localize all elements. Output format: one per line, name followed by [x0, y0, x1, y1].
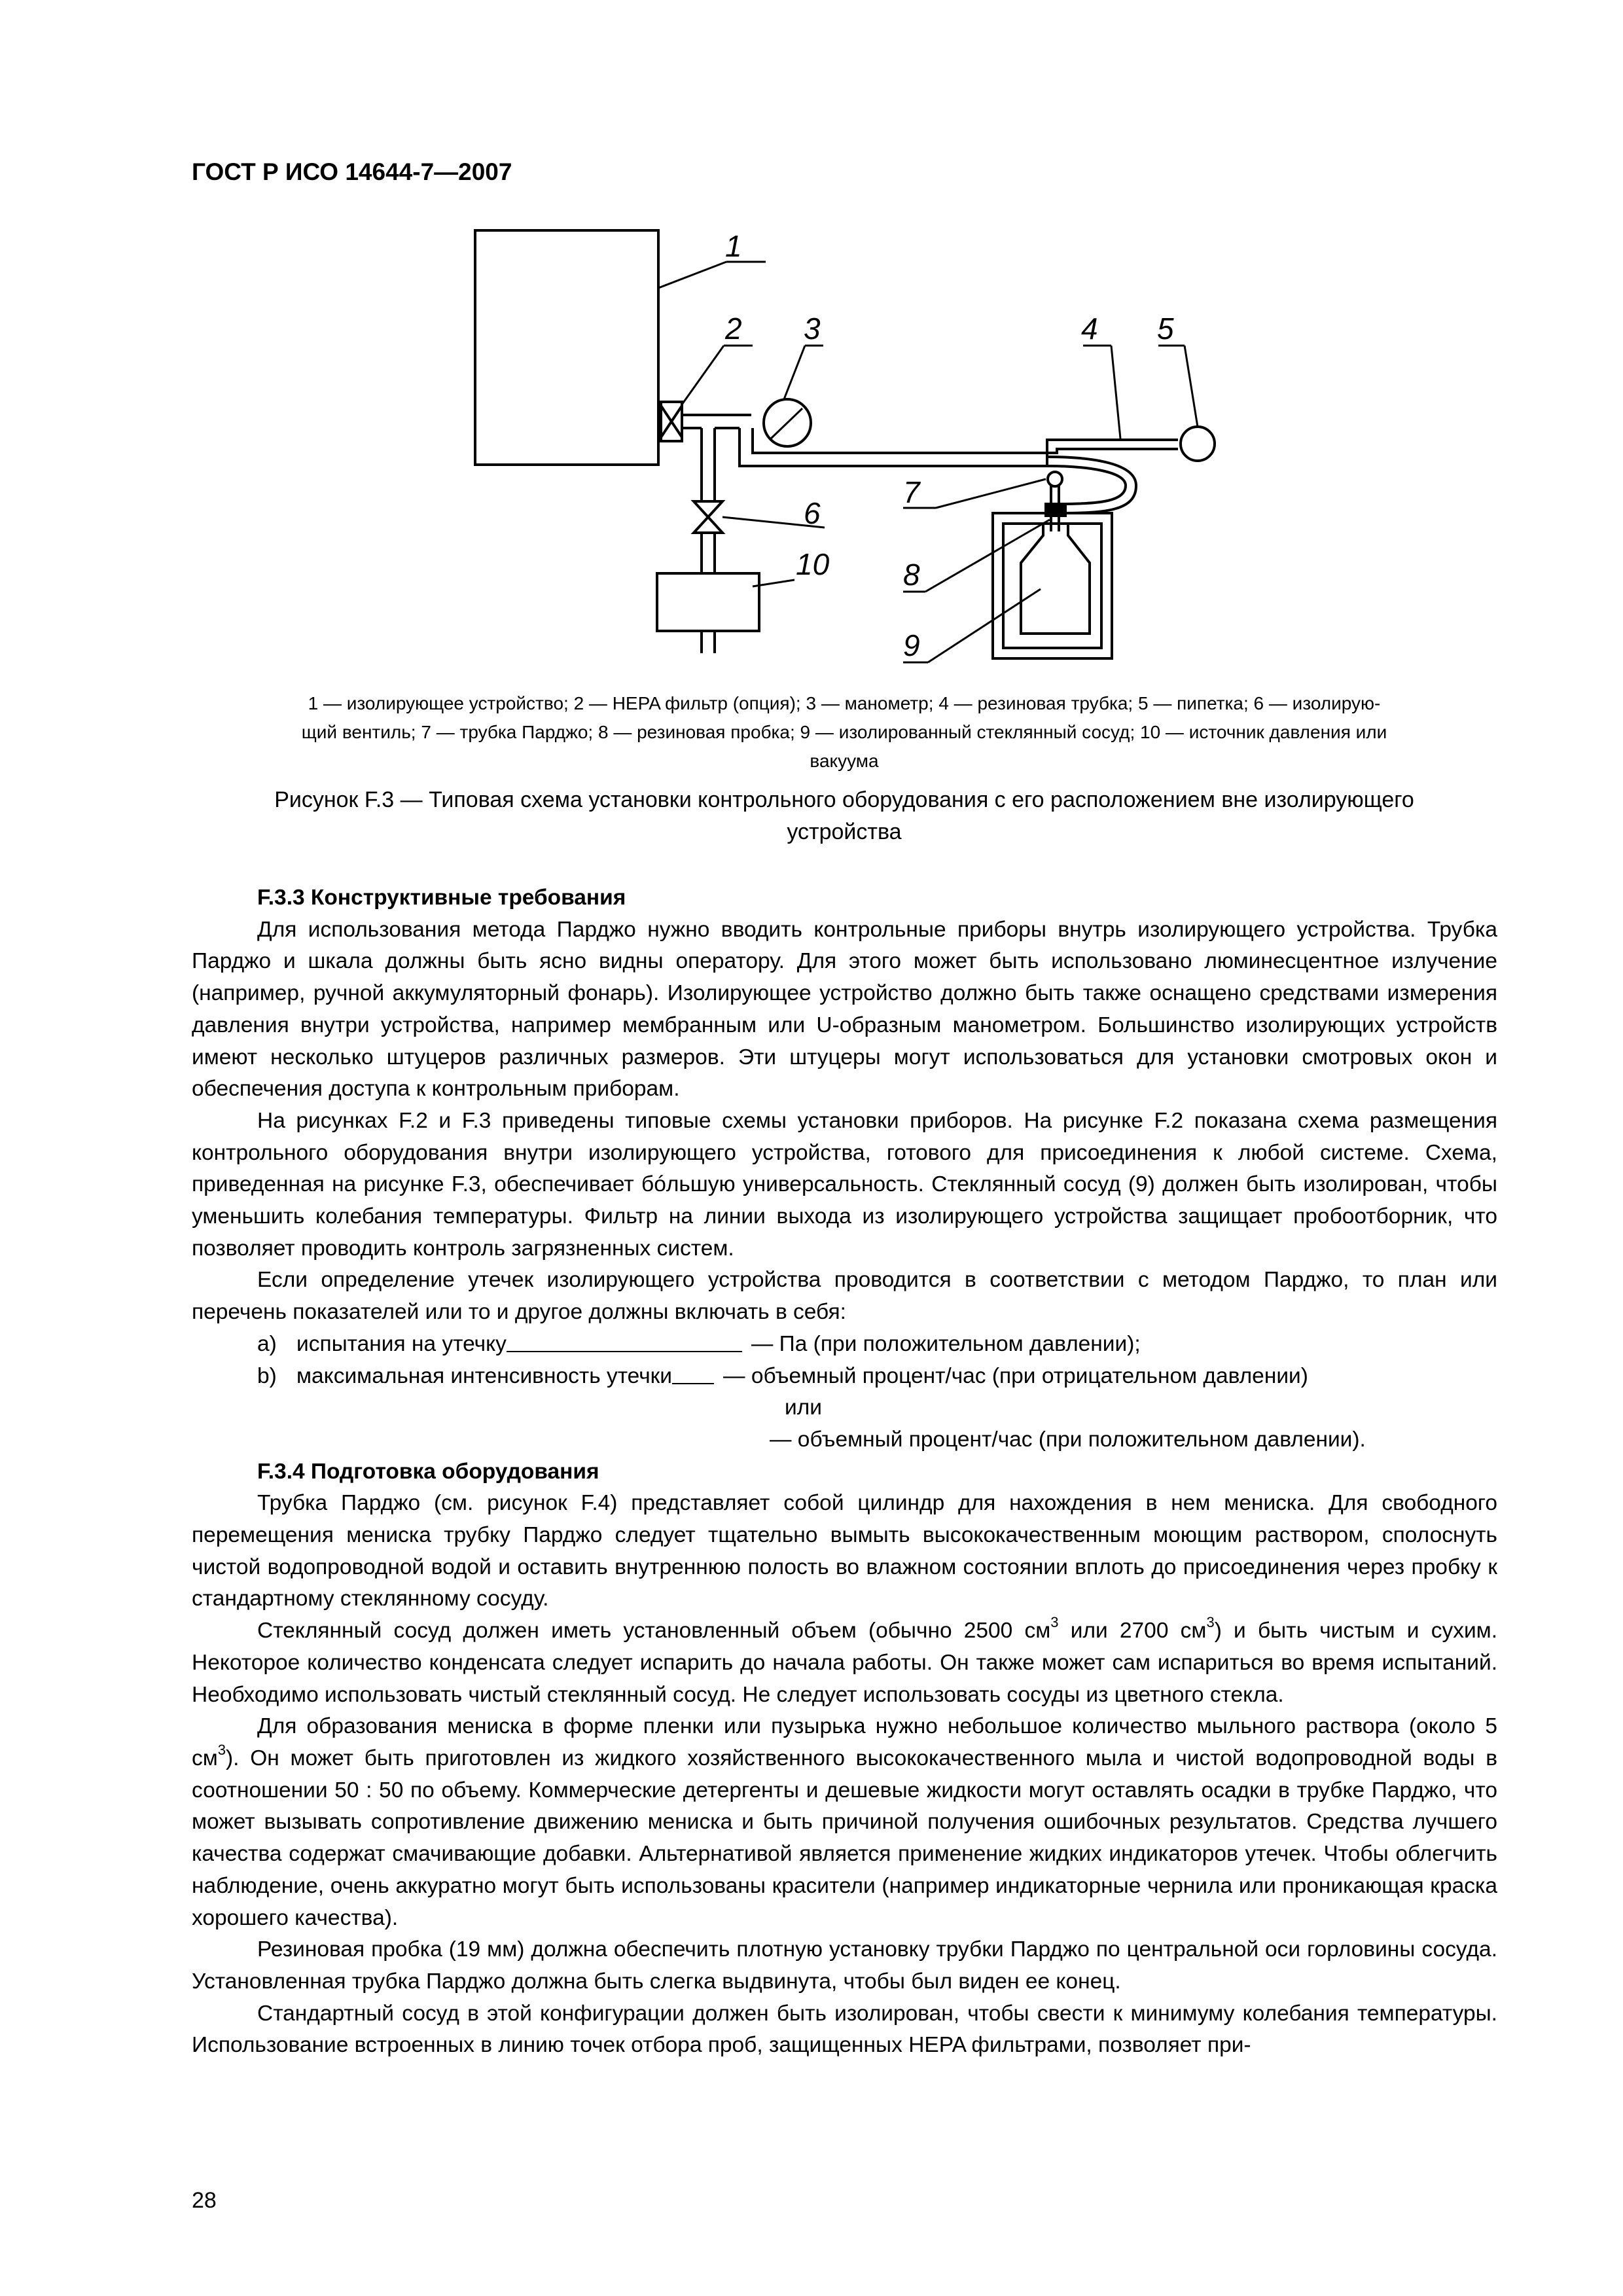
paragraph	[192, 1615, 1497, 1711]
figure-label-6: 6	[804, 496, 821, 530]
list-item-a	[192, 1329, 1497, 1361]
isolator-box	[475, 230, 658, 465]
caption-line: устройства	[787, 819, 902, 844]
list-unit: — объемный процент/час (при отрицательном давлении)	[723, 1363, 1308, 1388]
legend-line: вакуума	[810, 751, 879, 771]
text-run: Стеклянный сосуд должен иметь установленный объем (обычно 2500 см	[257, 1619, 1051, 1643]
paragraph: На рисунках F.2 и F.3 приведены типовые схемы установки приборов. На рисунке F.2 показана схема размещения контрольного оборудования внутри изолирующего устройства, готового для присоединения к любой системе. Схема, приведенная на рисунке F.3, обеспечивает бóльшую универсальность. Стеклянный сосуд (9) должен быть изолирован, чтобы уменьшить колебания температуры. Фильтр на линии выхода из изолирующего устройства защищает пробоотборник, что позволяет проводить контроль загрязненных систем.	[192, 1108, 1497, 1261]
figure-label-7: 7	[903, 475, 920, 509]
section-heading-f33: F.3.3 Конструктивные требования	[257, 886, 626, 910]
list-label: испытания на утечку	[296, 1331, 507, 1356]
figure-label-1: 1	[725, 229, 742, 263]
figure-label-9: 9	[903, 628, 920, 662]
list-label: максимальная интенсивность утечки	[296, 1363, 673, 1388]
list-or: или	[785, 1395, 822, 1420]
figure-label-10: 10	[796, 547, 830, 581]
list-unit-alt: — объемный процент/час (при положительном давлении).	[770, 1427, 1366, 1452]
body-text	[192, 882, 1497, 2062]
list-letter: b)	[257, 1363, 277, 1388]
paragraph: Резиновая пробка (19 мм) должна обеспечить плотную установку трубки Парджо по центральной оси горловины сосуда. Установленная трубка Парджо должна быть слегка выдвинута, чтобы был виден ее конец.	[192, 1937, 1497, 1994]
pipette	[1181, 427, 1215, 461]
text-run: ). Он может быть приготовлен из жидкого хозяйственного высококачественного мыла и чистой водопроводной воды в соотношении 50 : 50 по объему. Коммерческие детергенты и дешевые жидкости могут оставлять осадки в трубке Парджо, что может вызывать сопротивление движению мениска и быть причиной получения ошибочных результатов. Средства лучшего качества содержат смачивающие добавки. Альтернативой является применение жидких индикаторов утечек. Чтобы облегчить наблюдение, очень аккуратно могут быть использованы красители (например индикаторные чернила или проникающая краска хорошего качества).	[192, 1746, 1497, 1930]
figure-label-2: 2	[725, 312, 742, 346]
fill-blank	[507, 1329, 742, 1352]
figure-label-3: 3	[804, 312, 821, 346]
rubber-stopper	[1046, 504, 1065, 516]
paragraph: Для использования метода Парджо нужно вводить контрольные приборы внутрь изолирующего устройства. Трубка Парджо и шкала должны быть ясно видны оператору. Для этого может быть использовано люминесцентное излучение (например, ручной аккумуляторный фонарь). Изолирующее устройство должно быть также оснащено средствами измерения давления внутри устройства, например мембранным или U-образным манометром. Большинство изолирующих устройств имеют несколько штуцеров различных размеров. Эти штуцеры могут использоваться для установки смотровых окон и обеспечения доступа к контрольным приборам.	[192, 917, 1497, 1102]
isolating-valve	[694, 501, 722, 517]
text-run: или 2700 см	[1058, 1619, 1207, 1643]
paragraph	[192, 1711, 1497, 1934]
figure-label-8: 8	[903, 558, 920, 592]
paragraph: Стандартный сосуд в этой конфигурации должен быть изолирован, чтобы свести к минимуму колебания температуры. Использование встроенных в линию точек отбора проб, защищенных HEPA фильтрами, позволяет при-	[192, 2001, 1497, 2058]
page-number: 28	[192, 2188, 217, 2213]
superscript: 3	[1050, 1614, 1059, 1631]
paragraph: Трубка Парджо (см. рисунок F.4) представляет собой цилиндр для нахождения в нем мениска. Для свободного перемещения мениска трубку Парджо следует тщательно вымыть высококачественным моющим раствором, сполоснуть чистой водопроводной водой и оставить внутреннюю полость во влажном состоянии вплоть до присоединения через пробку к стандартному стеклянному сосуду.	[192, 1491, 1497, 1611]
figure-label-4: 4	[1081, 312, 1098, 346]
legend-line: 1 — изолирующее устройство; 2 — HEPA фильтр (опция); 3 — манометр; 4 — резиновая трубка; 5 — пипетка; 6 — изолирую-	[308, 693, 1381, 713]
list-unit: — Па (при положительном давлении);	[751, 1331, 1141, 1356]
superscript: 3	[1206, 1614, 1215, 1631]
text-run: ) и быть чистым и сухим. Некоторое количество конденсата следует испарить до начала работы. Он также может сам испариться во время испытаний. Необходимо использовать чистый стеклянный сосуд. Не следует использовать сосуды из цветного стекла.	[192, 1619, 1498, 1707]
caption-line: Рисунок F.3 — Типовая схема установки контрольного оборудования с его расположением вне изолирующего	[274, 787, 1414, 812]
pressure-source	[657, 573, 759, 631]
section-heading-f34: F.3.4 Подготовка оборудования	[257, 1459, 599, 1484]
text-run: Для образования мениска в форме пленки или пузырька нужно небольшое количество мыльного раствора (около 5 см	[192, 1714, 1497, 1770]
figure-f3-diagram	[0, 0, 1623, 687]
pargo-tube	[1048, 472, 1062, 486]
list-letter: a)	[257, 1331, 277, 1356]
fill-blank	[672, 1361, 714, 1384]
document-code: ГОСТ Р ИСО 14644-7—2007	[192, 158, 512, 185]
figure-caption	[196, 784, 1492, 848]
superscript: 3	[217, 1741, 226, 1758]
legend-line: щий вентиль; 7 — трубка Парджо; 8 — резиновая пробка; 9 — изолированный стеклянный сосуд; 10 — источник давления или	[301, 722, 1387, 742]
paragraph: Если определение утечек изолирующего устройства проводится в соответствии с методом Парджо, то план или перечень показателей или то и другое должны включать в себя:	[192, 1268, 1497, 1325]
figure-label-5: 5	[1157, 312, 1174, 346]
figure-legend	[196, 689, 1492, 776]
list-item-b	[192, 1361, 1497, 1393]
insulated-glass-vessel	[993, 513, 1112, 658]
